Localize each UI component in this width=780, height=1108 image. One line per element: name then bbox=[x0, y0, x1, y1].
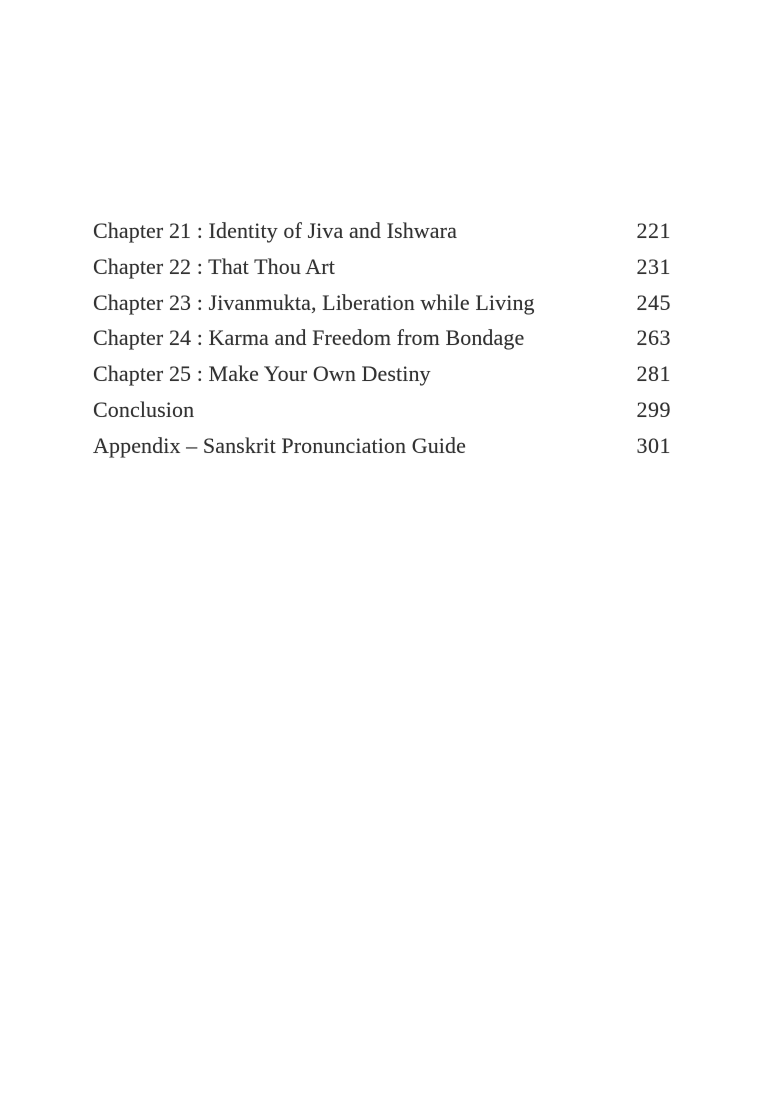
toc-entry-page-number: 301 bbox=[636, 432, 671, 458]
toc-entry-page-number: 245 bbox=[636, 289, 671, 315]
toc-entry-title: Appendix – Sanskrit Pronunciation Guide bbox=[93, 432, 466, 458]
toc-entry-title: Chapter 25 : Make Your Own Destiny bbox=[93, 361, 431, 387]
toc-entry-title: Chapter 21 : Identity of Jiva and Ishwara bbox=[93, 218, 457, 243]
toc-entry-page-number: 231 bbox=[636, 253, 671, 279]
toc-entry-title: Chapter 24 : Karma and Freedom from Bondage bbox=[93, 325, 525, 351]
toc-entry bbox=[93, 285, 671, 321]
toc-entry bbox=[93, 392, 671, 428]
toc-entry-page-number: 281 bbox=[636, 361, 671, 387]
toc-entry-title: Chapter 23 : Jivanmukta, Liberation while Living bbox=[93, 289, 535, 315]
toc-entry bbox=[93, 356, 671, 392]
toc-entry-page-number: 221 bbox=[636, 218, 671, 243]
table-of-contents bbox=[93, 213, 671, 464]
toc-entry-title: Conclusion bbox=[93, 396, 195, 422]
toc-entry-title: Chapter 22 : That Thou Art bbox=[93, 253, 335, 279]
toc-entry bbox=[93, 213, 671, 249]
toc-entry-page-number: 263 bbox=[636, 325, 671, 351]
toc-entry bbox=[93, 249, 671, 285]
toc-entry bbox=[93, 320, 671, 356]
toc-entry bbox=[93, 428, 671, 464]
toc-entry-page-number: 299 bbox=[636, 396, 671, 422]
